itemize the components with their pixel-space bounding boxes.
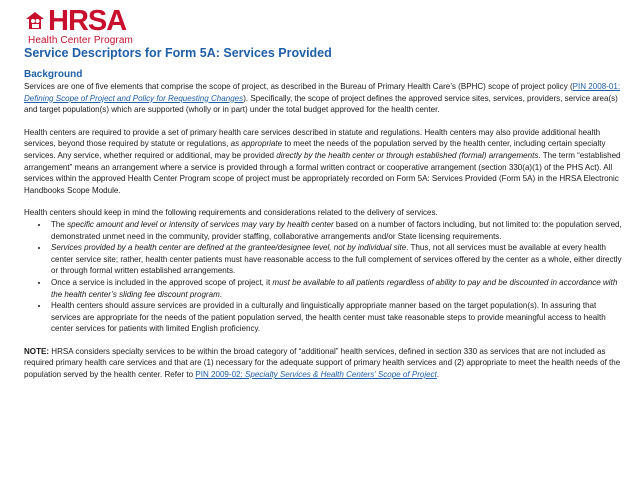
text: based on a number of factors including, but not limited to: the population served, demonstrated unmet need in the community, provider staffing, collaborative arrangements and/or State licensing requirements. — [51, 219, 622, 241]
text: to meet the needs of the population served by the health center, including certain specialty services. Any service, whether required or additional, may be provided — [24, 139, 606, 160]
paragraph-considerations: Health centers should keep in mind the following requirements and considerations related to the delivery of services. — [24, 208, 438, 218]
text: The — [51, 219, 68, 229]
text: Once a service is included in the approved scope of project, it — [51, 277, 273, 287]
link-code: PIN 2008-01: — [572, 82, 621, 91]
paragraph-requirements — [24, 127, 624, 197]
text: ). Specifically, the scope of project defines the approved service sites, services, providers, service area(s) and target population(s) which are supported (wholly or in part) under the total budget approved for the health center. — [24, 93, 618, 115]
text: . Thus, not all services must be available at every health center service site; rather, health center patients must have reasonable access to the full complement of services offered by the center as a whole, either directly or through formal written established arrangements. — [51, 243, 622, 276]
considerations-list — [24, 219, 624, 335]
hhs-eagle-icon — [24, 10, 46, 32]
text: . — [219, 289, 223, 299]
link-title: Specialty Services & Health Centers’ Scope of Project — [245, 370, 437, 380]
document-body — [24, 68, 624, 381]
emphasis: specific amount and level or intensity of services may vary by health center — [67, 219, 334, 229]
emphasis: as appropriate — [230, 139, 283, 149]
link-code: PIN 2009-02: — [195, 370, 245, 380]
emphasis: directly by the health center or through established (formal) arrangements — [276, 150, 539, 160]
list-item — [49, 242, 624, 277]
background-heading: Background — [24, 69, 83, 80]
logo-wordmark: HRSA — [48, 5, 127, 37]
text: . — [436, 370, 440, 380]
emphasis: must be available to all patients regardless of ability to pay and be discounted in accordance with the health center’s sliding fee discount program — [51, 277, 618, 299]
note-paragraph — [24, 346, 624, 381]
paragraph-scope — [24, 81, 624, 116]
link-title: Defining Scope of Project and Policy for Requesting Changes — [24, 93, 244, 103]
text: . The term “established arrangement” means an arrangement where a service is provided through a formal written contract or cooperative arrangement (section 330(a)(1) of the PHS Act). All services within the approved Health Center Program scope of project must be appropriately recorded on Form 5A: Services Provided (Form 5A) in the HRSA Electronic Handbooks Scope Module. — [24, 150, 621, 195]
list-item — [49, 219, 624, 242]
text: Services are one of five elements that comprise the scope of project, as described in the Bureau of Primary Health Care’s (BPHC) scope of project policy ( — [24, 82, 573, 91]
text: HRSA considers specialty services to be within the broad category of “additional” health services, defined in section 330 as services that are not included as required primary health care services and that are (1) necessary for the adequate support of primary health services and (2) appropriate to meet the health needs of the population served by the health center. Refer to — [24, 346, 621, 380]
list-item — [49, 277, 624, 300]
page-title: Service Descriptors for Form 5A: Services Provided — [24, 46, 332, 60]
pin-2009-02-link[interactable] — [195, 370, 440, 380]
logo-subtitle: Health Center Program — [28, 35, 133, 46]
emphasis: Services provided by a health center are defined at the grantee/designee level, not by individual site — [51, 243, 407, 253]
list-item: • Health centers should assure services are provided in a culturally and linguistically appropriate manner based on the target population(s). In assuring that services are appropriate for the needs of the patient population served, the health center must take reasonable steps to provide meaningful access to health center services for patients with limited English proficiency. — [49, 300, 624, 335]
hrsa-logo — [24, 5, 174, 48]
text: Health centers are required to provide a set of primary health care services described in statute and regulations. Health centers may also provide additional health services, beyond those required by statute or regulations, — [24, 127, 601, 149]
note-label: NOTE: — [24, 346, 50, 356]
